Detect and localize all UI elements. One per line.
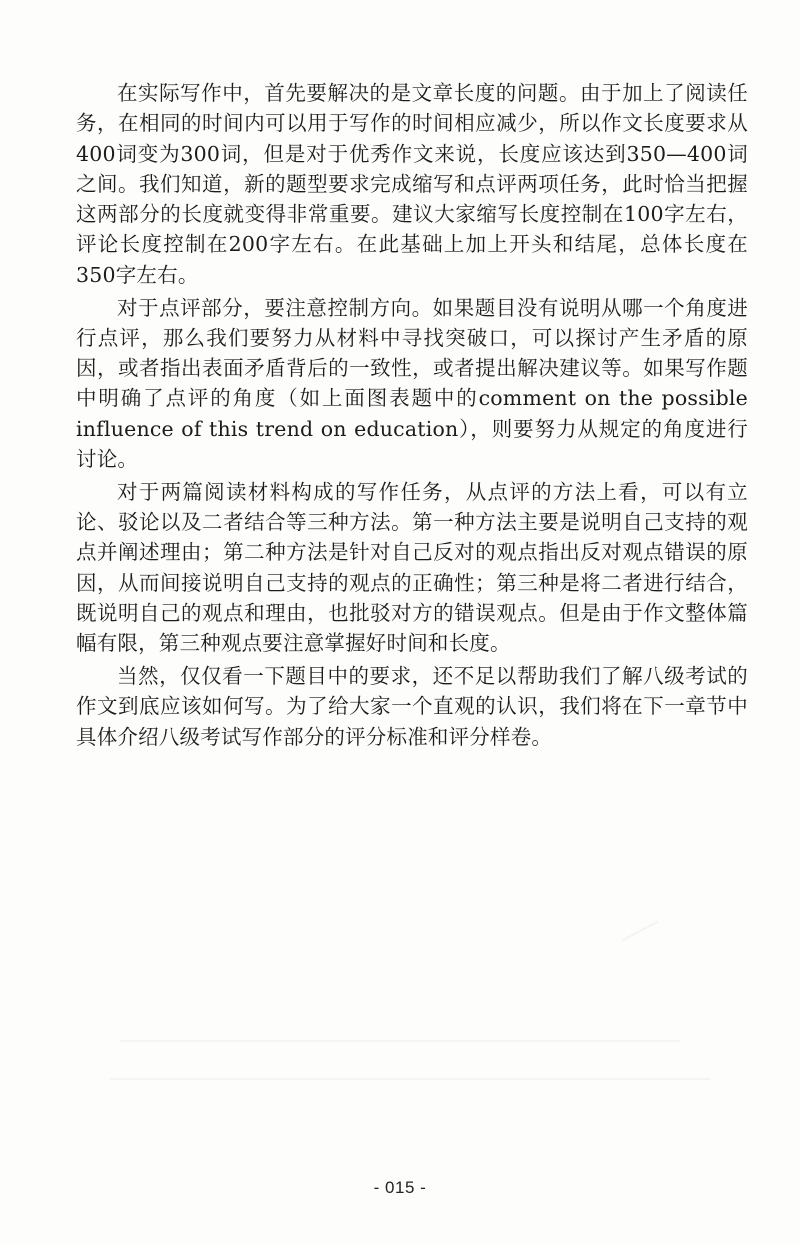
show-through-mark (120, 1040, 680, 1042)
show-through-mark (110, 1078, 710, 1080)
paragraph-length: 在实际写作中，首先要解决的是文章长度的问题。由于加上了阅读任务，在相同的时间内可以用于写作的时间相应减少，所以作文长度要求从400词变为300词，但是对于优秀作文来说，长度应该达到350—400词之间。我们知道，新的题型要求完成缩写和点评两项任务，此时恰当把握这两部分的长度就变得非常重要。建议大家缩写长度控制在100字左右，评论长度控制在200字左右。在此基础上加上开头和结尾，总体长度在350字左右。 (76, 81, 748, 287)
body-text (76, 78, 748, 755)
paragraph-conclusion: 当然，仅仅看一下题目中的要求，还不足以帮助我们了解八级考试的作文到底应该如何写。为了给大家一个直观的认识，我们将在下一章节中具体介绍八级考试写作部分的评分标准和评分样卷。 (76, 664, 748, 749)
paragraph-commentary: 对于点评部分，要注意控制方向。如果题目没有说明从哪一个角度进行点评，那么我们要努力从材料中寻找突破口，可以探讨产生矛盾的原因，或者指出表面矛盾背后的一致性，或者提出解决建议等。如果写作题中明确了点评的角度（如上面图表题中的comment on the possible influence of this trend on education），则要努力从规定的角度进行讨论。 (76, 295, 748, 472)
page-number: - 015 - (373, 1178, 427, 1197)
paragraph-methods: 对于两篇阅读材料构成的写作任务，从点评的方法上看，可以有立论、驳论以及二者结合等三种方法。第一种方法主要是说明自己支持的观点并阐述理由；第二种方法是针对自己反对的观点指出反对观点错误的原因，从而间接说明自己支持的观点的正确性；第三种是将二者进行结合，既说明自己的观点和理由，也批驳对方的错误观点。但是由于作文整体篇幅有限，第三种观点要注意掌握好时间和长度。 (76, 479, 748, 656)
show-through-mark (622, 921, 658, 942)
